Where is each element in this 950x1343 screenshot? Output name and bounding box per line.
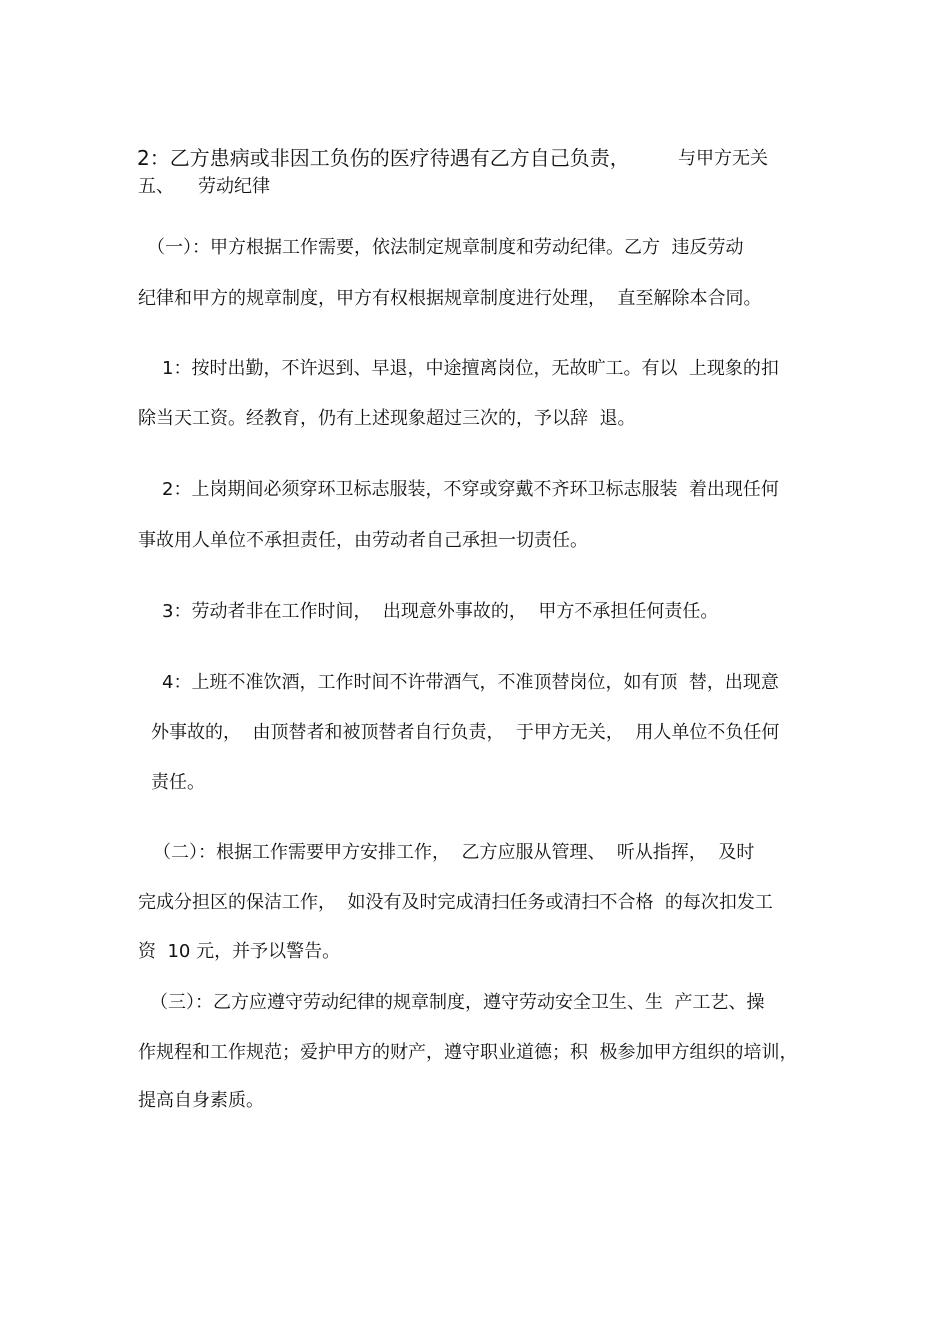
text-line: 2：乙方患病或非因工负伤的医疗待遇有乙方自己负责，: [137, 146, 630, 170]
text-line: 纪律和甲方的规章制度，甲方有权根据规章制度进行处理， 直至解除本合同。: [138, 288, 762, 309]
text-line: 完成分担区的保洁工作， 如没有及时完成清扫任务或清扫不合格 的每次扣发工: [138, 892, 773, 913]
text-line: （三）：乙方应遵守劳动纪律的规章制度，遵守劳动安全卫生、生 产工艺、操: [150, 992, 765, 1013]
text-line: 与甲方无关: [678, 148, 768, 169]
text-line: 1：按时出勤，不许迟到、早退，中途擅离岗位，无故旷工。有以 上现象的扣: [162, 358, 779, 379]
text-line: 4：上班不准饮酒，工作时间不许带酒气，不准顶替岗位，如有顶 替，出现意: [162, 672, 779, 693]
section-number: 五、: [138, 176, 174, 197]
text-line: 除当天工资。经教育，仍有上述现象超过三次的，予以辞 退。: [138, 408, 636, 429]
text-line: 2：上岗期间必须穿环卫标志服装，不穿或穿戴不齐环卫标志服装 着出现任何: [162, 479, 779, 500]
text-line: 外事故的， 由顶替者和被顶替者自行负责， 于甲方无关， 用人单位不负任何: [151, 722, 780, 743]
text-line: （一）：甲方根据工作需要，依法制定规章制度和劳动纪律。乙方 违反劳动: [147, 237, 744, 258]
text-line: 事故用人单位不承担责任，由劳动者自己承担一切责任。: [138, 530, 588, 551]
text-line: 责任。: [151, 772, 205, 793]
text-line: 3：劳动者非在工作时间， 出现意外事故的， 甲方不承担任何责任。: [162, 601, 719, 622]
text-line: 作规程和工作规范；爱护甲方的财产，遵守职业道德；积 极参加甲方组织的培训，: [138, 1042, 798, 1063]
text-line: 资 10 元，并予以警告。: [138, 941, 341, 962]
section-heading: 劳动纪律: [198, 176, 270, 197]
text-line: 提高自身素质。: [138, 1090, 264, 1111]
text-line: （二）：根据工作需要甲方安排工作， 乙方应服从管理、 听从指挥， 及时: [153, 842, 755, 863]
